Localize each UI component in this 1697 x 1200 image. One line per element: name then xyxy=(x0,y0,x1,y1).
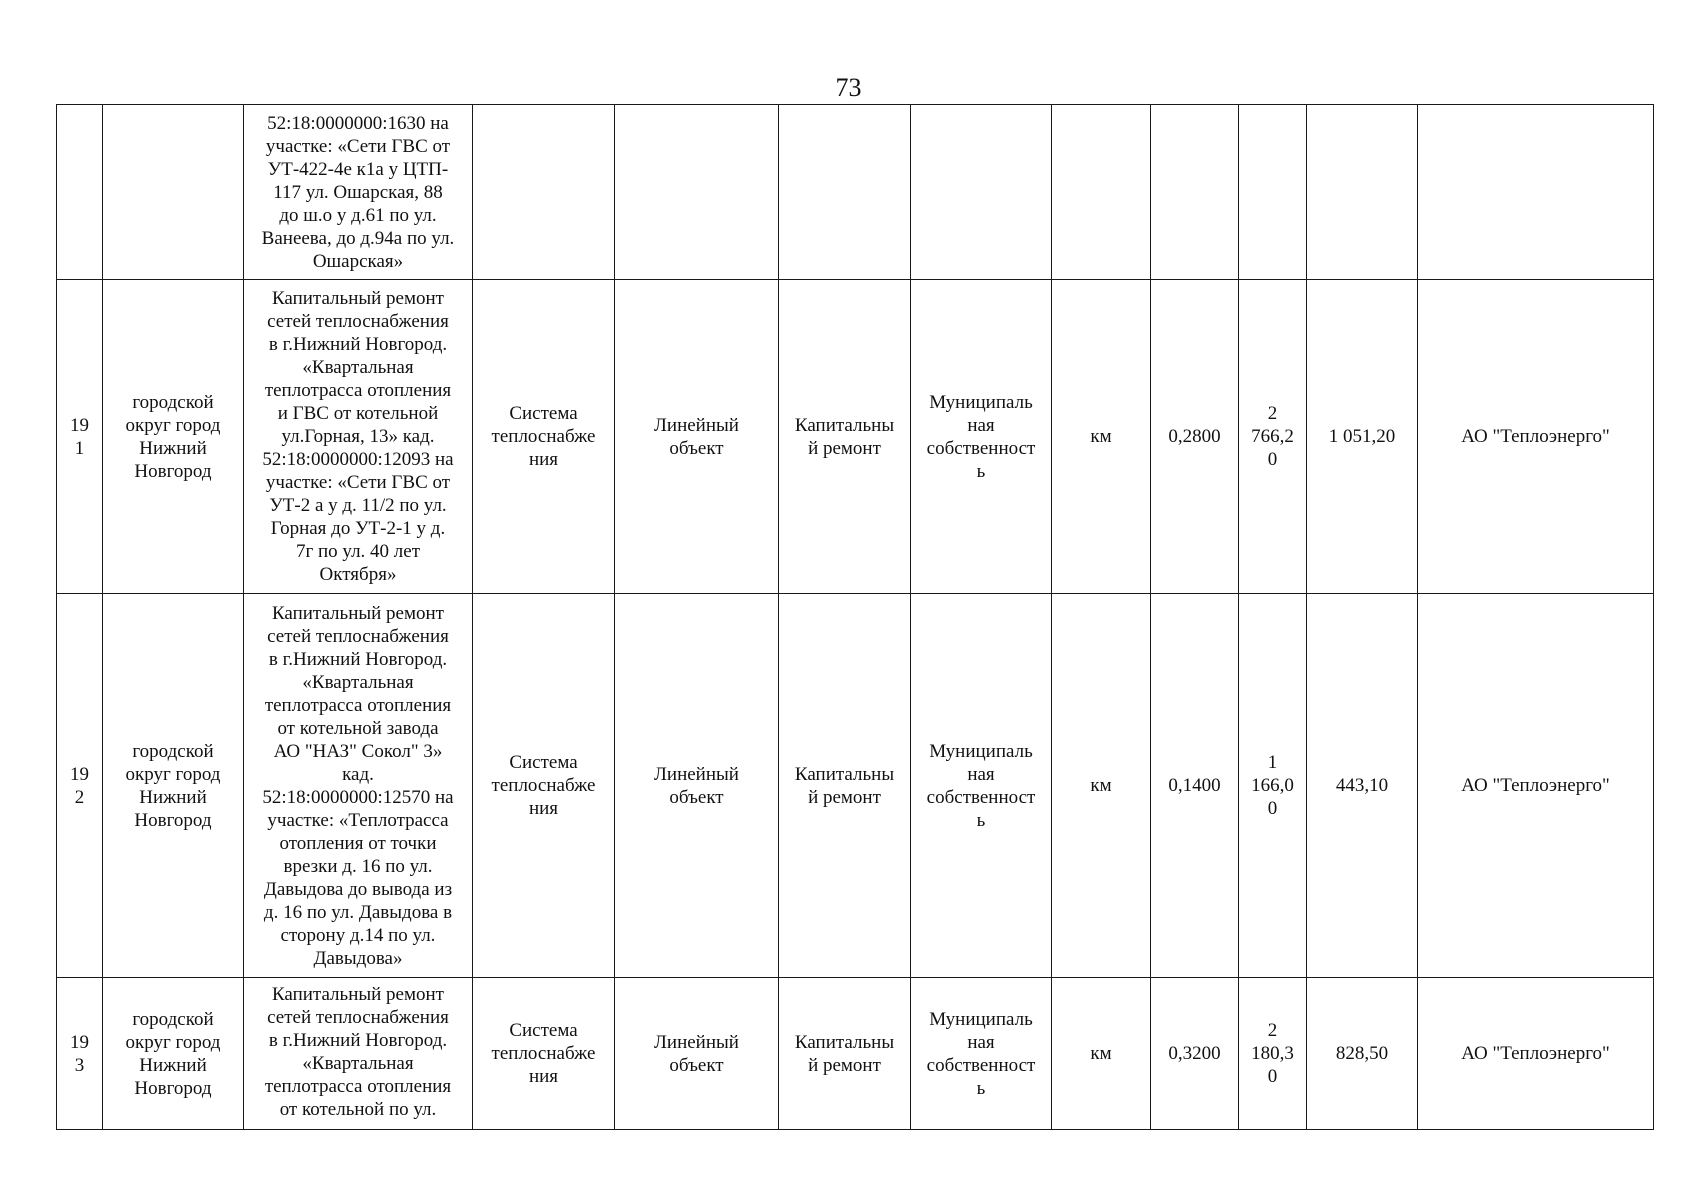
cost-cell xyxy=(1239,594,1307,978)
cell-line: в г.Нижний Новгород. xyxy=(268,648,448,670)
cell-line: Система xyxy=(509,752,578,773)
cell-line: «Квартальная xyxy=(302,671,414,693)
description-cell xyxy=(244,594,473,978)
cell-text: км xyxy=(1090,775,1112,796)
cell-line: 1 xyxy=(74,437,85,459)
object-type-cell xyxy=(615,280,779,594)
cell-line: Муниципаль xyxy=(929,740,1033,762)
cell-line: АО "НАЗ" Сокол" 3» xyxy=(273,740,443,762)
unit-cell xyxy=(1052,594,1151,978)
cell-text: км xyxy=(1090,426,1112,447)
cell-text: АО "Теплоэнерго" xyxy=(1461,426,1610,447)
organization-cell xyxy=(1418,105,1654,280)
cell-line: Новгород xyxy=(134,809,212,831)
cell-line: Капитальный ремонт xyxy=(271,602,444,624)
cell-line: округ город xyxy=(125,763,221,785)
cell-line: сетей теплоснабжения xyxy=(267,1007,449,1028)
ownership-cell xyxy=(911,280,1052,594)
cell-line: ь xyxy=(976,1077,986,1099)
cell-line: 117 ул. Ошарская, 88 xyxy=(273,181,443,203)
amount-cell xyxy=(1307,280,1418,594)
object-type-cell xyxy=(615,594,779,978)
cell-line: ния xyxy=(528,798,559,819)
registry-table xyxy=(56,104,1654,1130)
cell-line: участке: «Теплотрасса xyxy=(267,809,449,831)
cell-line: Давыдова до вывода из xyxy=(263,878,453,900)
cell-line: и ГВС от котельной xyxy=(277,403,439,424)
cell-text: АО "Теплоэнерго" xyxy=(1461,775,1610,796)
cell-line: врезки д. 16 по ул. xyxy=(283,855,433,877)
cell-text: 443,10 xyxy=(1335,775,1389,796)
cell-line: до ш.о у д.61 по ул. xyxy=(279,204,437,226)
cell-line: в г.Нижний Новгород. xyxy=(268,1030,448,1051)
system-cell xyxy=(473,594,615,978)
table-row xyxy=(57,978,1654,1130)
cell-line: теплотрасса отопления xyxy=(264,380,452,401)
cell-line: городской xyxy=(132,391,214,413)
cell-line: 7г по ул. 40 лет xyxy=(295,541,421,562)
work-type-cell xyxy=(779,105,911,280)
cell-line: Ошарская» xyxy=(312,250,404,272)
cell-line: объект xyxy=(669,437,724,459)
cell-line: Нижний xyxy=(139,437,207,459)
table-row xyxy=(57,280,1654,594)
cell-line: отопления от точки xyxy=(279,832,437,854)
cell-line: сетей теплоснабжения xyxy=(267,625,449,647)
cell-text: 0,3200 xyxy=(1168,1043,1221,1064)
cell-line: 52:18:0000000:12093 на xyxy=(262,449,454,470)
length-cell xyxy=(1151,280,1239,594)
length-cell xyxy=(1151,594,1239,978)
cell-line: от котельной по ул. xyxy=(279,1099,437,1120)
cell-line: городской xyxy=(132,1008,214,1030)
cell-text: 1 051,20 xyxy=(1328,426,1396,447)
cell-line: сетей теплоснабжения xyxy=(267,311,449,332)
cell-line: д. 16 по ул. Давыдова в xyxy=(263,901,453,923)
cell-line: в г.Нижний Новгород. xyxy=(268,334,448,355)
cell-line: теплоснабже xyxy=(491,1043,596,1064)
district-cell xyxy=(103,280,244,594)
cell-line: Горная до УТ-2-1 у д. xyxy=(270,518,446,539)
cell-line: кад. xyxy=(342,763,374,785)
cell-line: теплотрасса отопления xyxy=(264,1076,452,1097)
cell-line: ная xyxy=(967,763,995,785)
cell-line: ь xyxy=(976,460,986,482)
cell-text: 0,2800 xyxy=(1168,426,1221,447)
organization-cell xyxy=(1418,594,1654,978)
cell-line: теплотрасса отопления xyxy=(264,694,452,716)
cell-line: Октября» xyxy=(319,564,397,585)
row-number-cell xyxy=(57,105,103,280)
cell-line: УТ-2 а у д. 11/2 по ул. xyxy=(269,495,447,516)
cell-line: Линейный xyxy=(654,1031,739,1053)
organization-cell xyxy=(1418,978,1654,1130)
cell-line: объект xyxy=(669,1054,724,1076)
cell-line: Давыдова» xyxy=(313,947,403,969)
cell-line: Новгород xyxy=(134,460,212,482)
cell-line: 2 xyxy=(74,786,85,808)
description-cell xyxy=(244,105,473,280)
amount-cell xyxy=(1307,594,1418,978)
cell-line: собственност xyxy=(926,786,1036,808)
cell-line: 0 xyxy=(1267,449,1278,470)
cell-line: 166,0 xyxy=(1251,775,1294,796)
cell-line: теплоснабже xyxy=(491,426,596,447)
cell-line: й ремонт xyxy=(808,437,881,459)
cell-line: ния xyxy=(528,449,559,470)
cell-line: Капитальны xyxy=(794,763,895,785)
table-row xyxy=(57,105,1654,280)
cell-line: Капитальны xyxy=(794,414,895,436)
cell-line: Линейный xyxy=(654,763,739,785)
cell-line: ул.Горная, 13» кад. xyxy=(281,426,435,447)
object-type-cell xyxy=(615,978,779,1130)
cell-line: округ город xyxy=(125,1031,221,1053)
cell-line: теплоснабже xyxy=(491,775,596,796)
cell-text: АО "Теплоэнерго" xyxy=(1461,1043,1610,1064)
amount-cell xyxy=(1307,978,1418,1130)
cell-line: собственност xyxy=(926,1054,1036,1076)
row-number-cell xyxy=(57,280,103,594)
cell-line: участке: «Сети ГВС от xyxy=(265,472,451,493)
unit-cell xyxy=(1052,105,1151,280)
cell-line: УТ-422-4е к1а у ЦТП- xyxy=(267,158,449,180)
cell-line: от котельной завода xyxy=(277,717,439,739)
ownership-cell xyxy=(911,594,1052,978)
amount-cell xyxy=(1307,105,1418,280)
cell-line: Муниципаль xyxy=(929,391,1033,413)
cell-line: сторону д.14 по ул. xyxy=(280,924,436,946)
cell-line: Новгород xyxy=(134,1077,212,1099)
unit-cell xyxy=(1052,978,1151,1130)
cell-line: ь xyxy=(976,809,986,831)
cell-line: «Квартальная xyxy=(302,1053,414,1074)
description-cell xyxy=(244,280,473,594)
cell-line: Ванеева, до д.94а по ул. xyxy=(261,227,455,249)
cell-line: городской xyxy=(132,740,214,762)
table-body xyxy=(57,105,1654,1130)
cell-line: 2 xyxy=(1267,1020,1278,1041)
cell-line: объект xyxy=(669,786,724,808)
table-row xyxy=(57,594,1654,978)
work-type-cell xyxy=(779,978,911,1130)
cell-line: ная xyxy=(967,1031,995,1053)
cell-line: 19 xyxy=(70,1031,89,1053)
length-cell xyxy=(1151,978,1239,1130)
cell-text: 0,1400 xyxy=(1168,775,1221,796)
row-number-cell xyxy=(57,978,103,1130)
cell-line: Линейный xyxy=(654,414,739,436)
cell-line: 180,3 xyxy=(1251,1043,1294,1064)
row-number-cell xyxy=(57,594,103,978)
cell-line: Капитальный ремонт xyxy=(271,288,444,309)
cell-line: «Квартальная xyxy=(302,357,414,378)
cell-line: й ремонт xyxy=(808,786,881,808)
unit-cell xyxy=(1052,280,1151,594)
cell-line: Муниципаль xyxy=(929,1008,1033,1030)
cell-line: 0 xyxy=(1267,1066,1278,1087)
cell-line: 3 xyxy=(74,1054,85,1076)
length-cell xyxy=(1151,105,1239,280)
work-type-cell xyxy=(779,280,911,594)
cell-line: ная xyxy=(967,414,995,436)
cell-text: 828,50 xyxy=(1335,1043,1389,1064)
cell-line: Нижний xyxy=(139,786,207,808)
cell-line: округ город xyxy=(125,414,221,436)
cell-line: Капитальны xyxy=(794,1031,895,1053)
cell-line: Система xyxy=(509,1020,578,1041)
cell-line: 1 xyxy=(1267,752,1278,773)
page-number: 73 xyxy=(835,73,862,102)
cell-line: 2 xyxy=(1267,403,1278,424)
district-cell xyxy=(103,105,244,280)
system-cell xyxy=(473,978,615,1130)
cost-cell xyxy=(1239,105,1307,280)
system-cell xyxy=(473,280,615,594)
cell-line: 0 xyxy=(1267,798,1278,819)
cell-line: 19 xyxy=(70,414,89,436)
cell-line: Капитальный ремонт xyxy=(271,984,444,1005)
ownership-cell xyxy=(911,978,1052,1130)
cell-line: Система xyxy=(509,403,578,424)
ownership-cell xyxy=(911,105,1052,280)
cell-line: Нижний xyxy=(139,1054,207,1076)
cost-cell xyxy=(1239,280,1307,594)
organization-cell xyxy=(1418,280,1654,594)
cell-line: ния xyxy=(528,1066,559,1087)
district-cell xyxy=(103,594,244,978)
cell-line: 52:18:0000000:12570 на xyxy=(262,786,454,808)
cell-line: 52:18:0000000:1630 на xyxy=(267,112,449,134)
cell-line: 19 xyxy=(70,763,89,785)
district-cell xyxy=(103,978,244,1130)
cost-cell xyxy=(1239,978,1307,1130)
cell-line: участке: «Сети ГВС от xyxy=(265,135,451,157)
cell-line: 766,2 xyxy=(1251,426,1294,447)
work-type-cell xyxy=(779,594,911,978)
system-cell xyxy=(473,105,615,280)
cell-line: собственност xyxy=(926,437,1036,459)
cell-line: й ремонт xyxy=(808,1054,881,1076)
cell-text: км xyxy=(1090,1043,1112,1064)
object-type-cell xyxy=(615,105,779,280)
description-cell xyxy=(244,978,473,1130)
